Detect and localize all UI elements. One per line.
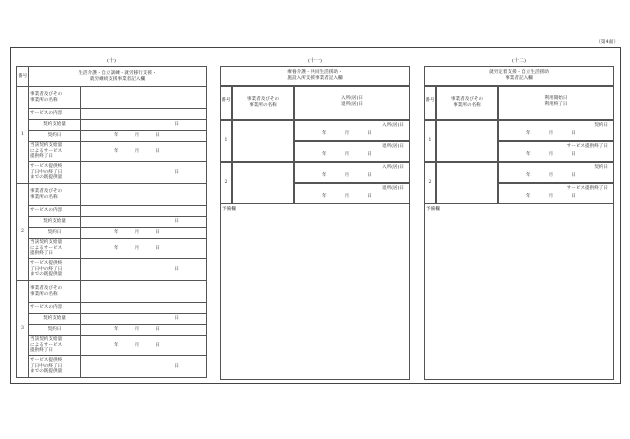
- page-number: （第4面）: [596, 40, 619, 45]
- amount-value[interactable]: 日: [81, 120, 207, 131]
- date-value[interactable]: 年 月 日: [81, 228, 207, 239]
- used-value[interactable]: 日: [81, 259, 207, 281]
- remarks-label: 予備欄: [426, 207, 440, 212]
- service-value[interactable]: [81, 109, 207, 120]
- date-value[interactable]: 年 月 日: [526, 131, 576, 136]
- provider-label: 事業者及びその 事業所の名称: [29, 87, 81, 109]
- provider-value[interactable]: [232, 162, 294, 204]
- service-value[interactable]: [81, 303, 207, 314]
- amount-value[interactable]: 日: [81, 217, 207, 228]
- group-number: 2: [17, 184, 29, 281]
- provider-label: 事業者及びその 事業所の名称: [29, 281, 81, 303]
- date-value[interactable]: 年 月 日: [526, 194, 576, 199]
- provider-value[interactable]: [81, 184, 207, 206]
- provider-value[interactable]: [81, 281, 207, 303]
- date-value[interactable]: 年 月 日: [81, 131, 207, 142]
- service-label: サービスの内容: [29, 109, 81, 120]
- date-value[interactable]: 年 月 日: [526, 173, 576, 178]
- used-label: サービス提供終 了日中の終了日 までの既提供量: [29, 356, 81, 378]
- panel-right: [424, 58, 614, 380]
- service-label: サービスの内容: [29, 206, 81, 217]
- group-number: 1: [428, 138, 432, 143]
- contract-date-label: 契約日: [29, 325, 81, 336]
- col-provider-label: 事業者及びその 事業所の名称: [450, 97, 484, 108]
- left-group-2: [17, 184, 207, 206]
- amount-label: 契約支給量: [29, 120, 81, 131]
- end-date-label: 当該契約支給量 によるサービス 提供終了日: [29, 142, 81, 162]
- provider-value[interactable]: [81, 87, 207, 109]
- group-number: 3: [17, 281, 29, 378]
- date-value[interactable]: 年 月 日: [81, 142, 207, 162]
- contract-date-label: 契約日: [29, 131, 81, 142]
- provider-label: 事業者及びその 事業所の名称: [29, 184, 81, 206]
- date-label: 契約日: [594, 165, 608, 170]
- col-date-label: 利用開始日 利用終了日: [544, 96, 568, 107]
- col-number-header: 番号: [17, 67, 29, 87]
- panel-middle-title: (十一): [308, 58, 322, 64]
- end-date-label: 当該契約支給量 によるサービス 提供終了日: [29, 239, 81, 259]
- provider-value[interactable]: [436, 162, 498, 204]
- date-label: サービス提供終了日: [566, 186, 608, 191]
- panel-middle: [220, 58, 410, 380]
- panel-right-title: (十二): [512, 58, 526, 64]
- contract-date-label: 契約日: [29, 228, 81, 239]
- date-label: 契約日: [594, 123, 608, 128]
- col-number-label: 番号: [425, 98, 435, 103]
- left-group-1: [17, 87, 207, 109]
- amount-value[interactable]: 日: [81, 314, 207, 325]
- date-label: 入所(居)日: [382, 165, 404, 170]
- date-label: サービス提供終了日: [566, 144, 608, 149]
- group-number: 1: [224, 138, 228, 143]
- right-header-text: 就労定着支援・自立生活援助 事業者記入欄: [489, 70, 549, 81]
- date-value[interactable]: 年 月 日: [322, 131, 372, 136]
- provider-value[interactable]: [232, 120, 294, 162]
- date-value[interactable]: 年 月 日: [322, 152, 372, 157]
- left-table: [16, 66, 207, 378]
- col-date-label: 入所(居)日 退所(居)日: [341, 96, 363, 107]
- date-value[interactable]: 年 月 日: [81, 336, 207, 356]
- group-number: 2: [224, 180, 228, 185]
- col-provider-label: 事業者及びその 事業所の名称: [246, 97, 280, 108]
- middle-header-text: 療養介護・共同生活援助・ 施設入所支援事業者記入欄: [287, 70, 343, 81]
- col-number-label: 番号: [221, 98, 231, 103]
- provider-value[interactable]: [436, 120, 498, 162]
- left-header: 生活介護・自立訓練・就労移行支援・ 就労継続支援事業者記入欄: [29, 67, 207, 87]
- service-label: サービスの内容: [29, 303, 81, 314]
- date-label: 退所(居)日: [382, 144, 404, 149]
- date-value[interactable]: 年 月 日: [322, 194, 372, 199]
- date-value[interactable]: 年 月 日: [526, 152, 576, 157]
- used-value[interactable]: 日: [81, 356, 207, 378]
- used-value[interactable]: 日: [81, 162, 207, 184]
- date-label: 入所(居)日: [382, 123, 404, 128]
- date-value[interactable]: 年 月 日: [322, 173, 372, 178]
- panel-left: [16, 58, 207, 380]
- service-value[interactable]: [81, 206, 207, 217]
- used-label: サービス提供終 了日中の終了日 までの既提供量: [29, 259, 81, 281]
- date-value[interactable]: 年 月 日: [81, 239, 207, 259]
- amount-label: 契約支給量: [29, 217, 81, 228]
- remarks-label: 予備欄: [222, 207, 236, 212]
- group-number: 1: [17, 87, 29, 184]
- left-group-3: [17, 281, 207, 303]
- panel-left-title: (十): [107, 58, 116, 64]
- end-date-label: 当該契約支給量 によるサービス 提供終了日: [29, 336, 81, 356]
- used-label: サービス提供終 了日中の終了日 までの既提供量: [29, 162, 81, 184]
- group-number: 2: [428, 180, 432, 185]
- date-label: 退所(居)日: [382, 186, 404, 191]
- date-value[interactable]: 年 月 日: [81, 325, 207, 336]
- amount-label: 契約支給量: [29, 314, 81, 325]
